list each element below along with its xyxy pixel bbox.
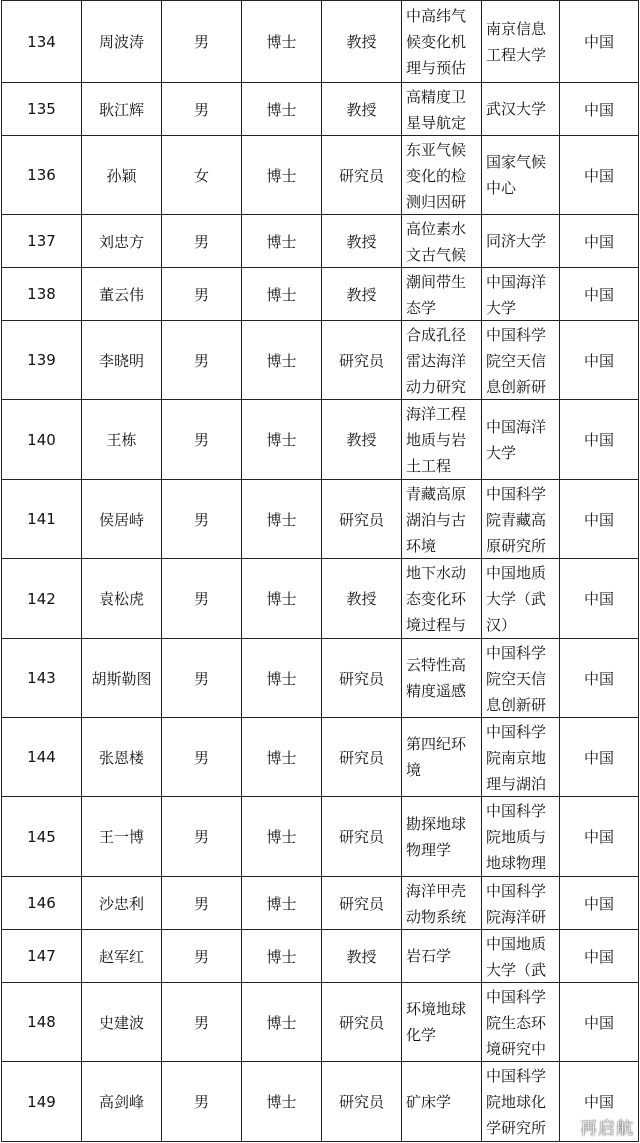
cell-field-text: 地下水动态变化环境过程与 [406, 563, 467, 634]
table-row [2, 83, 639, 136]
cell-gender-text: 男 [193, 947, 209, 966]
cell-country [560, 480, 639, 559]
cell-degree [242, 400, 322, 480]
cell-gender [162, 797, 242, 877]
watermark-logo: 再启航 [580, 1119, 634, 1139]
cell-institution-text: 武汉大学 [486, 100, 547, 118]
cell-name [82, 321, 162, 400]
cell-field [402, 83, 482, 136]
table-row [2, 400, 639, 480]
cell-title [322, 983, 402, 1062]
cell-degree-text: 博士 [266, 1093, 297, 1111]
cell-gender [162, 83, 242, 136]
cell-field [402, 480, 482, 559]
cell-gender-text: 男 [193, 590, 209, 608]
cell-country-text: 中国 [583, 431, 614, 449]
cell-institution-text: 中国科学院生态环境研究中 [486, 987, 547, 1058]
cell-degree [242, 639, 322, 718]
cell-number [2, 1, 82, 83]
scholar-table [1, 0, 639, 1142]
cell-institution-text: 中国科学院空天信息创新研 [486, 325, 547, 396]
cell-degree-text: 博士 [266, 232, 297, 251]
cell-country [560, 718, 639, 797]
cell-number-text: 142 [27, 589, 56, 608]
cell-title [322, 400, 402, 480]
cell-institution [482, 930, 560, 983]
cell-gender-text: 男 [193, 1093, 209, 1111]
cell-gender-text: 男 [193, 351, 209, 370]
cell-field-text: 中高纬气候变化机理与预估 [406, 6, 467, 77]
cell-gender-text: 男 [193, 669, 209, 688]
cell-number [2, 321, 82, 400]
cell-name-text: 孙颖 [106, 166, 137, 185]
cell-gender [162, 983, 242, 1062]
cell-name-text: 董云伟 [98, 285, 144, 304]
cell-title-text: 研究员 [338, 1093, 384, 1111]
table-row [2, 930, 639, 983]
cell-field-text: 高位素水文古气候 [406, 219, 467, 264]
cell-country-text: 中国 [583, 669, 614, 688]
cell-degree-text: 博士 [266, 100, 297, 119]
cell-institution [482, 877, 560, 930]
table-row [2, 1062, 639, 1142]
cell-number [2, 268, 82, 321]
cell-number-text: 137 [27, 232, 56, 250]
cell-name [82, 983, 162, 1062]
cell-gender [162, 930, 242, 983]
cell-degree [242, 983, 322, 1062]
cell-degree-text: 博士 [266, 166, 297, 185]
cell-title-text: 教授 [346, 100, 377, 119]
cell-field [402, 559, 482, 639]
cell-number [2, 797, 82, 877]
cell-country-text: 中国 [583, 590, 614, 608]
table-row [2, 983, 639, 1062]
cell-degree [242, 215, 322, 268]
cell-institution-text: 中国科学院地球化学研究所 [486, 1066, 547, 1137]
cell-gender-text: 男 [193, 748, 209, 767]
cell-field-text: 第四纪环境 [406, 735, 467, 779]
cell-title [322, 930, 402, 983]
cell-number [2, 1062, 82, 1142]
cell-gender-text: 男 [193, 510, 209, 529]
cell-field-text: 海洋甲壳动物系统 [406, 881, 467, 926]
cell-institution-text: 中国科学院空天信息创新研 [486, 643, 547, 714]
cell-name-text: 王栋 [106, 431, 137, 449]
cell-name [82, 400, 162, 480]
cell-degree [242, 480, 322, 559]
cell-title [322, 559, 402, 639]
table-row [2, 877, 639, 930]
table-row [2, 718, 639, 797]
cell-country-text: 中国 [583, 828, 614, 846]
cell-number-text: 147 [27, 947, 56, 965]
cell-title [322, 321, 402, 400]
cell-title [322, 480, 402, 559]
cell-gender-text: 女 [193, 166, 209, 185]
cell-title-text: 研究员 [338, 1013, 384, 1032]
cell-degree-text: 博士 [266, 285, 297, 304]
cell-title-text: 教授 [346, 232, 377, 251]
cell-number-text: 144 [27, 748, 56, 766]
cell-name-text: 张恩楼 [98, 748, 144, 767]
table-row [2, 215, 639, 268]
cell-degree [242, 1, 322, 83]
cell-number [2, 83, 82, 136]
cell-number-text: 138 [27, 285, 56, 303]
cell-field-text: 东亚气候变化的检测归因研 [406, 140, 467, 211]
cell-name-text: 周波涛 [98, 33, 144, 51]
cell-field-text: 合成孔径雷达海洋动力研究 [406, 325, 467, 396]
cell-field-text: 潮间带生态学 [406, 272, 467, 317]
table-row [2, 1, 639, 83]
cell-field-text: 云特性高精度遥感 [406, 656, 467, 700]
cell-title [322, 639, 402, 718]
cell-number-text: 145 [27, 827, 56, 846]
cell-field [402, 718, 482, 797]
cell-title-text: 教授 [346, 947, 377, 966]
cell-country-text: 中国 [583, 1013, 614, 1032]
cell-title-text: 研究员 [338, 894, 384, 913]
cell-gender-text: 男 [193, 828, 209, 846]
cell-number [2, 215, 82, 268]
cell-country [560, 215, 639, 268]
cell-field [402, 877, 482, 930]
cell-name-text: 王一博 [98, 828, 144, 846]
cell-title-text: 研究员 [338, 166, 384, 185]
cell-number [2, 480, 82, 559]
cell-name [82, 1, 162, 83]
cell-gender [162, 136, 242, 215]
table-row [2, 268, 639, 321]
cell-title [322, 268, 402, 321]
cell-number-text: 134 [27, 32, 56, 51]
cell-institution [482, 797, 560, 877]
cell-institution [482, 136, 560, 215]
cell-title-text: 教授 [346, 285, 377, 304]
cell-number-text: 148 [27, 1013, 56, 1031]
cell-gender-text: 男 [193, 100, 209, 119]
table-row [2, 480, 639, 559]
cell-name-text: 李晓明 [98, 351, 144, 370]
cell-country [560, 400, 639, 480]
cell-institution-text: 中国科学院南京地理与湖泊 [486, 722, 547, 793]
cell-title-text: 研究员 [338, 510, 384, 529]
cell-country-text: 中国 [583, 748, 614, 767]
cell-institution [482, 559, 560, 639]
cell-gender-text: 男 [193, 33, 209, 51]
cell-institution-text: 中国地质大学（武汉） [486, 563, 547, 634]
cell-degree-text: 博士 [266, 894, 297, 913]
cell-field-text: 岩石学 [406, 947, 452, 965]
cell-title-text: 教授 [346, 33, 377, 51]
cell-degree-text: 博士 [266, 748, 297, 767]
cell-gender [162, 400, 242, 480]
cell-field-text: 海洋工程地质与岩土工程 [406, 404, 467, 475]
cell-institution [482, 321, 560, 400]
cell-country [560, 83, 639, 136]
cell-degree [242, 1062, 322, 1142]
cell-field-text: 高精度卫星导航定 [406, 87, 467, 132]
cell-title [322, 1062, 402, 1142]
cell-name [82, 268, 162, 321]
cell-number-text: 139 [27, 351, 56, 369]
cell-number-text: 143 [27, 669, 56, 687]
cell-degree-text: 博士 [266, 669, 297, 688]
cell-degree-text: 博士 [266, 1013, 297, 1032]
cell-gender-text: 男 [193, 285, 209, 304]
cell-number-text: 136 [27, 166, 56, 184]
cell-institution-text: 南京信息工程大学 [486, 19, 547, 64]
cell-degree-text: 博士 [266, 947, 297, 966]
cell-institution-text: 中国科学院地质与地球物理 [486, 801, 547, 872]
cell-institution-text: 中国地质大学（武 [486, 934, 547, 979]
cell-number-text: 140 [27, 430, 56, 449]
cell-title [322, 718, 402, 797]
cell-title [322, 215, 402, 268]
cell-degree [242, 559, 322, 639]
cell-institution [482, 718, 560, 797]
cell-degree [242, 321, 322, 400]
cell-degree [242, 930, 322, 983]
cell-gender-text: 男 [193, 431, 209, 449]
cell-name [82, 136, 162, 215]
cell-gender-text: 男 [193, 1013, 209, 1032]
cell-field [402, 797, 482, 877]
cell-country [560, 797, 639, 877]
cell-name [82, 215, 162, 268]
cell-title [322, 877, 402, 930]
cell-field [402, 400, 482, 480]
cell-number-text: 146 [27, 894, 56, 912]
cell-name-text: 袁松虎 [98, 590, 144, 608]
cell-field [402, 215, 482, 268]
cell-gender [162, 718, 242, 797]
cell-country [560, 1, 639, 83]
cell-gender-text: 男 [193, 232, 209, 251]
table-row [2, 136, 639, 215]
cell-country [560, 136, 639, 215]
cell-country-text: 中国 [583, 33, 614, 51]
cell-name [82, 83, 162, 136]
cell-institution-text: 中国科学院海洋研 [486, 881, 547, 926]
cell-field [402, 136, 482, 215]
cell-gender [162, 1062, 242, 1142]
cell-degree-text: 博士 [266, 590, 297, 608]
cell-field [402, 930, 482, 983]
cell-institution [482, 1062, 560, 1142]
cell-country [560, 268, 639, 321]
cell-name [82, 1062, 162, 1142]
cell-degree-text: 博士 [266, 33, 297, 51]
cell-field [402, 1, 482, 83]
cell-country-text: 中国 [583, 510, 614, 529]
cell-name-text: 沙忠利 [98, 894, 144, 913]
cell-title-text: 研究员 [338, 669, 384, 688]
cell-gender [162, 639, 242, 718]
cell-field [402, 321, 482, 400]
cell-country-text: 中国 [583, 351, 614, 370]
cell-institution-text: 同济大学 [486, 232, 547, 250]
cell-field [402, 268, 482, 321]
cell-institution-text: 中国海洋大学 [486, 272, 547, 317]
cell-name [82, 797, 162, 877]
cell-title [322, 83, 402, 136]
cell-gender [162, 215, 242, 268]
cell-number [2, 718, 82, 797]
cell-gender-text: 男 [193, 894, 209, 913]
table-row [2, 639, 639, 718]
cell-country [560, 321, 639, 400]
cell-name [82, 930, 162, 983]
cell-gender [162, 877, 242, 930]
cell-field-text: 矿床学 [406, 1092, 452, 1111]
cell-field-text: 环境地球化学 [406, 1000, 467, 1044]
cell-degree-text: 博士 [266, 828, 297, 846]
cell-number [2, 559, 82, 639]
cell-degree [242, 797, 322, 877]
cell-name [82, 718, 162, 797]
cell-number [2, 136, 82, 215]
cell-country [560, 983, 639, 1062]
cell-name-text: 刘忠方 [98, 232, 144, 251]
cell-gender [162, 321, 242, 400]
cell-name [82, 877, 162, 930]
cell-institution-text: 中国科学院青藏高原研究所 [486, 484, 547, 555]
cell-institution [482, 83, 560, 136]
cell-institution [482, 639, 560, 718]
cell-country [560, 559, 639, 639]
cell-gender [162, 268, 242, 321]
cell-number-text: 149 [27, 1092, 56, 1111]
cell-country-text: 中国 [583, 947, 614, 966]
cell-name-text: 侯居峙 [98, 510, 144, 529]
cell-field [402, 1062, 482, 1142]
cell-field [402, 639, 482, 718]
cell-number [2, 639, 82, 718]
cell-number [2, 877, 82, 930]
cell-institution [482, 480, 560, 559]
cell-title [322, 797, 402, 877]
cell-title-text: 研究员 [338, 748, 384, 767]
cell-name-text: 胡斯勒图 [91, 669, 152, 688]
cell-country-text: 中国 [583, 1093, 614, 1111]
cell-title-text: 教授 [346, 590, 377, 608]
table-row [2, 797, 639, 877]
cell-name [82, 480, 162, 559]
cell-gender [162, 480, 242, 559]
cell-degree [242, 268, 322, 321]
table-row [2, 559, 639, 639]
cell-gender [162, 559, 242, 639]
cell-number [2, 930, 82, 983]
cell-degree-text: 博士 [266, 510, 297, 529]
cell-name-text: 赵军红 [98, 947, 144, 966]
cell-institution [482, 268, 560, 321]
cell-country [560, 930, 639, 983]
cell-institution [482, 1, 560, 83]
cell-number [2, 400, 82, 480]
cell-field-text: 青藏高原湖泊与古环境 [406, 484, 467, 555]
cell-field-text: 勘探地球物理学 [406, 814, 467, 859]
cell-title-text: 研究员 [338, 828, 384, 846]
cell-name-text: 高剑峰 [98, 1093, 144, 1111]
cell-country-text: 中国 [583, 100, 614, 119]
cell-title-text: 教授 [346, 431, 377, 449]
cell-number-text: 141 [27, 510, 56, 528]
cell-title [322, 136, 402, 215]
table-row [2, 321, 639, 400]
cell-country [560, 877, 639, 930]
cell-institution [482, 400, 560, 480]
cell-degree-text: 博士 [266, 431, 297, 449]
cell-institution [482, 215, 560, 268]
cell-country [560, 639, 639, 718]
cell-name [82, 559, 162, 639]
cell-degree [242, 718, 322, 797]
cell-degree [242, 136, 322, 215]
cell-title [322, 1, 402, 83]
cell-title-text: 研究员 [338, 351, 384, 370]
cell-country-text: 中国 [583, 894, 614, 913]
cell-institution-text: 国家气候中心 [486, 153, 547, 197]
cell-name-text: 耿江辉 [98, 100, 144, 119]
cell-country-text: 中国 [583, 166, 614, 185]
cell-degree [242, 877, 322, 930]
cell-number [2, 983, 82, 1062]
cell-institution-text: 中国海洋大学 [486, 417, 547, 462]
cell-field [402, 983, 482, 1062]
cell-country-text: 中国 [583, 232, 614, 251]
cell-gender [162, 1, 242, 83]
cell-number-text: 135 [27, 100, 56, 118]
cell-degree-text: 博士 [266, 351, 297, 370]
cell-institution [482, 983, 560, 1062]
cell-country-text: 中国 [583, 285, 614, 304]
cell-name [82, 639, 162, 718]
cell-degree [242, 83, 322, 136]
cell-name-text: 史建波 [98, 1013, 144, 1032]
